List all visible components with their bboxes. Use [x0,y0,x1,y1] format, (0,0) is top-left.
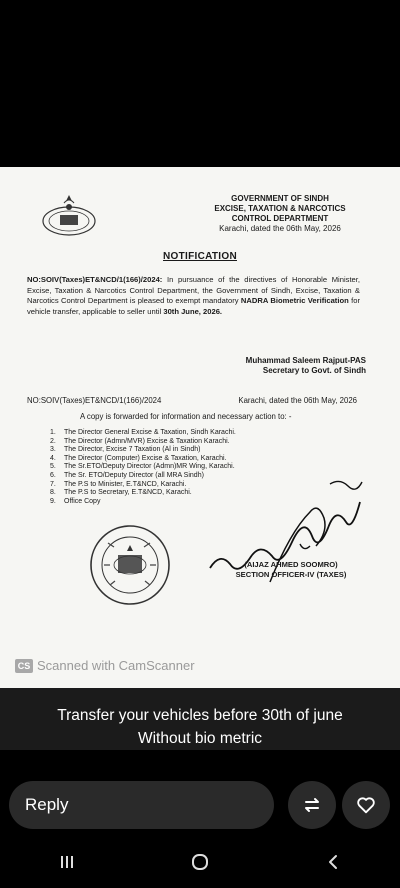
distribution-item-number: 8. [50,489,56,497]
caption-line-2: Without bio metric [137,730,263,747]
status-image [0,167,400,688]
sindh-emblem-logo [40,193,98,237]
distribution-item [50,429,310,438]
handwritten-signature [200,472,370,602]
distribution-item-text: The Sr.ETO/Deputy Director (Admn)MR Wing, Karachi. [64,463,235,471]
camscanner-watermark [15,658,195,673]
notification-title: NOTIFICATION [163,251,237,262]
status-caption [0,688,400,750]
heart-icon [355,794,377,816]
body-text: In pursuance of the directives of Honorable Minister, Excise, Taxation & Narcotics Control Department, the Government of Sindh, Excise, Taxation & Narcotics Control Department is pleased to exempt mandatory [27,275,360,306]
header-line-3: CONTROL DEPARTMENT [231,214,329,223]
reply-label: Reply [25,795,69,814]
distribution-item [50,446,310,455]
recents-icon [58,853,76,871]
secretary-name: Muhammad Saleem Rajput-PAS [245,356,366,365]
home-icon [190,852,210,872]
distribution-item [50,455,310,464]
department-stamp [88,523,172,607]
officer-name: (AIJAZ AHMED SOOMRO) [244,560,338,569]
like-button[interactable] [342,781,390,829]
reference-line-left: NO:SOIV(Taxes)ET&NCD/1(166)/2024 [27,396,162,405]
section-officer-block [216,560,366,580]
back-button[interactable] [303,842,363,882]
reply-input[interactable] [9,781,274,829]
distribution-item-text: The Director (Admn/MVR) Excise & Taxation Karachi. [64,437,230,445]
notification-body [27,275,360,317]
body-tail-text: for vehicle transfer, applicable to seller until [27,296,360,316]
distribution-item-number: 4. [50,454,56,462]
government-header [190,194,370,234]
distribution-item-text: The Director, Excise 7 Taxation (Al in Sindh) [64,446,201,454]
reference-number: NO:SOIV(Taxes)ET&NCD/1(166)/2024: [27,275,163,284]
distribution-item-text: The Director General Excise & Taxation, Sindh Karachi. [64,429,236,436]
distribution-item-text: The P.S to Minister, E.T&NCD, Karachi. [64,480,187,488]
distribution-item-text: The Director (Computer) Excise & Taxation, Karachi. [64,454,227,462]
caption-line-1: Transfer your vehicles before 30th of june [57,707,343,724]
distribution-item-number: 5. [50,463,56,471]
distribution-item-number: 3. [50,446,56,454]
distribution-item [50,463,310,472]
header-line-2: EXCISE, TAXATION & NARCOTICS [214,204,346,213]
distribution-item-text: The P.S to Secretary, E.T&NCD, Karachi. [64,489,192,497]
distribution-item-number: 9. [50,497,56,505]
distribution-item [50,438,310,447]
camscanner-logo: CS [15,659,33,673]
body-bold-text: NADRA Biometric Verification [240,296,349,306]
distribution-item-number: 1. [50,429,56,436]
secretary-signature-block [186,356,366,376]
header-line-1: GOVERNMENT OF SINDH [231,194,329,203]
header-date: Karachi, dated the 06th May, 2026 [219,224,341,233]
recents-button[interactable] [37,842,97,882]
distribution-item-text: Office Copy [64,497,101,505]
camscanner-text: Scanned with CamScanner [37,658,195,673]
reference-line [27,396,357,405]
reference-line-date: Karachi, dated the 06th May, 2026 [238,396,357,405]
officer-title: SECTION OFFICER-IV (TAXES) [235,570,347,579]
home-button[interactable] [170,842,230,882]
forward-icon [301,794,323,816]
back-icon [324,853,342,871]
until-date: 30th June, 2026. [163,306,223,316]
distribution-item-number: 2. [50,437,56,445]
distribution-item-text: The Sr. ETO/Deputy Director (all MRA Sindh) [64,471,204,479]
secretary-title: Secretary to Govt. of Sindh [262,366,366,375]
copy-forwarded-text: A copy is forwarded for information and necessary action to: - [80,412,292,421]
distribution-item-number: 7. [50,480,56,488]
forward-button[interactable] [288,781,336,829]
distribution-item-number: 6. [50,471,56,479]
navigation-bar [0,836,400,888]
